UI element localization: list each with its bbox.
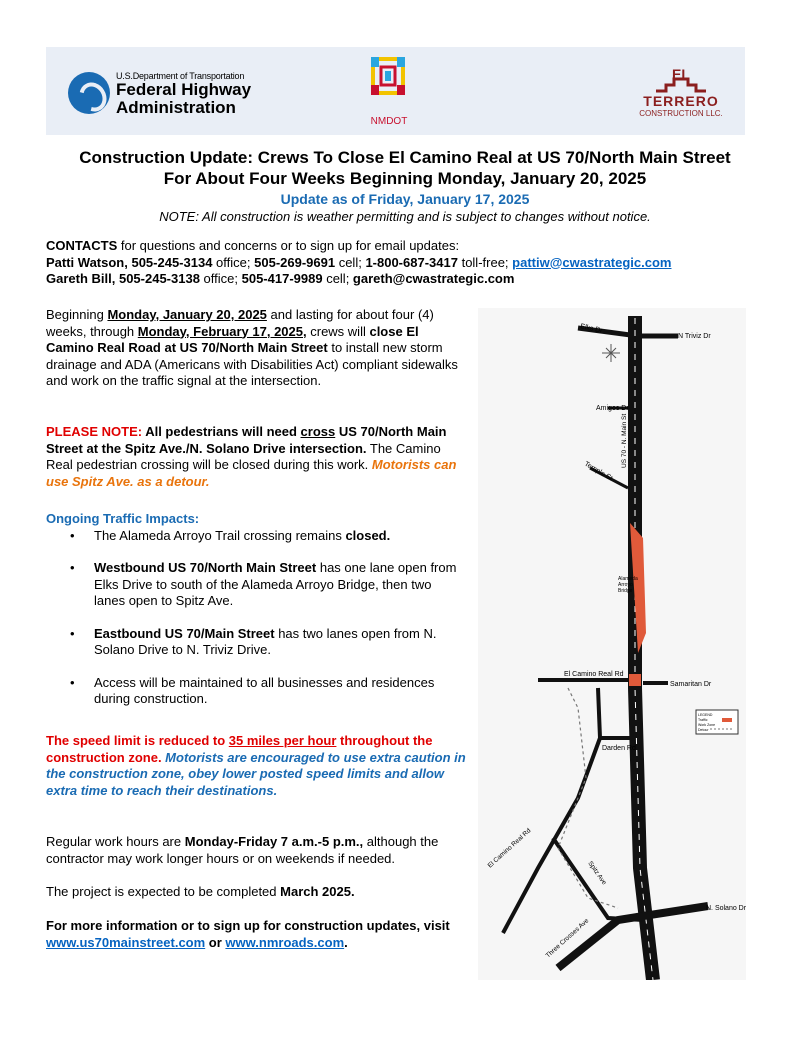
map-label-three-crosses: Three Crosses Ave [544, 917, 591, 960]
compass-icon [602, 344, 620, 362]
speed-limit-note: The speed limit is reduced to 35 miles per hour throughout the construction zone. Motorists are encouraged to use extra caution in the construction zone, obey lower posted speed limits and allow extra time to reach their destinations. [46, 733, 466, 798]
legend-traffic: Traffic [698, 718, 708, 722]
solano-three-crosses-road [558, 906, 708, 968]
legend-work-zone: Work Zone [698, 723, 716, 727]
map-label-elks: Elks Dr [579, 323, 604, 335]
more-info: For more information or to sign up for construction updates, visit www.us70mainstreet.com or www.nmroads.com. [46, 918, 450, 950]
update-date: Update as of Friday, January 17, 2025 [280, 191, 530, 207]
list-item: • Eastbound US 70/Main Street has two lanes open from N. Solano Drive to N. Triviz Drive. [46, 626, 466, 659]
map-label-alameda-1: Alameda [618, 576, 638, 582]
map-label-solano: N. Solano Dr [706, 905, 746, 912]
fhwa-emblem-icon [68, 72, 110, 114]
map-label-alameda-3: Bridge [618, 588, 633, 594]
map-label-us70: US 70 - N. Main St [621, 413, 628, 468]
el-terrero-logo [638, 67, 724, 127]
map-label-camino: El Camino Real Rd [564, 671, 624, 678]
list-item: • Westbound US 70/North Main Street has one lane open from Elks Drive to south of the Alameda Arroyo Bridge, then two lanes open to Spitz Ave. [46, 560, 466, 610]
pedestrian-note: PLEASE NOTE: All pedestrians will need cross US 70/North Main Street at the Spitz Ave./N. Solano Drive intersection. The Camino Real pedestrian crossing will be closed during this work. Motorists can use Spitz Ave. as a detour. [46, 424, 457, 489]
weather-note: NOTE: All construction is weather permitting and is subject to changes without notice. [159, 209, 651, 224]
work-hours: Regular work hours are Monday-Friday 7 a.m.-5 p.m., although the contractor may work longer hours or on weekends if needed. [46, 834, 439, 866]
impacts-heading: Ongoing Traffic Impacts: [46, 511, 200, 526]
map-label-darden: Darden Rd [602, 745, 636, 752]
nmdot-logo [367, 57, 411, 127]
work-zone-intersection [629, 674, 641, 686]
darden-road [598, 688, 630, 738]
legend-title: LEGEND [698, 713, 713, 717]
list-item: • The Alameda Arroyo Trail crossing remains closed. [46, 528, 466, 545]
fhwa-dept: U.S.Department of Transportation [116, 71, 245, 81]
fhwa-name: Federal Highway Administration [116, 80, 252, 117]
map-label-temple: Temple St [583, 460, 614, 483]
us70-link[interactable]: www.us70mainstreet.com [46, 934, 206, 950]
nmroads-link[interactable]: www.nmroads.com [225, 934, 345, 950]
header-banner [46, 47, 745, 135]
impacts-list [46, 528, 466, 708]
construction-map [478, 308, 746, 980]
title-line-2: For About Four Weeks Beginning Monday, January 20, 2025 [163, 169, 647, 188]
map-label-samaritan: Samaritan Dr [670, 681, 712, 688]
legend-detour: Detour [698, 728, 709, 732]
contacts: CONTACTS for questions and concerns or to sign up for email updates: Patti Watson, 505-245-3134 office; 505-269-9691 cell; 1-800-687-3417 toll-free; pattiw@cwastrategic.com Gareth Bill, 505-245-3138 office; 505-417-9989 cell; gareth@cwastrategic.com [46, 238, 672, 286]
terrero-el: EL [672, 66, 690, 82]
map-label-amigos: Amigos Dr [596, 405, 629, 412]
map-label-alameda-2: Arroyo [618, 582, 633, 588]
terrero-sub: CONSTRUCTION LLC. [639, 109, 723, 118]
patti-email-link[interactable]: pattiw@cwastrategic.com [512, 254, 672, 270]
fhwa-logo [68, 69, 258, 119]
traffic-impacts [46, 511, 466, 724]
intro-paragraph: Beginning Monday, January 20, 2025 and lasting for about four (4) weeks, through Monday, February 17, 2025, crews will close El Camino Real Road at US 70/North Main Street to install new storm drainage and ADA (Americans with Disabilities Act) compliant sidewalks and work on the traffic signal at the intersection. [46, 307, 458, 388]
detour-route [558, 688, 618, 908]
list-item: • Access will be maintained to all businesses and residences during construction. [46, 675, 466, 708]
gareth-email: gareth@cwastrategic.com [352, 271, 515, 286]
nmdot-label: NMDOT [370, 116, 408, 127]
completion: The project is expected to be completed March 2025. [46, 884, 355, 899]
map-label-camino-south: El Camino Real Rd [486, 827, 533, 870]
map-label-spitz: Spitz Ave [586, 860, 608, 887]
map-label-triviz: N Triviz Dr [678, 333, 711, 340]
map-svg [478, 308, 746, 980]
nmdot-zia-icon [371, 57, 405, 95]
title-line-1: Construction Update: Crews To Close El Camino Real at US 70/North Main Street [79, 148, 731, 167]
terrero-name: TERRERO [643, 93, 719, 109]
